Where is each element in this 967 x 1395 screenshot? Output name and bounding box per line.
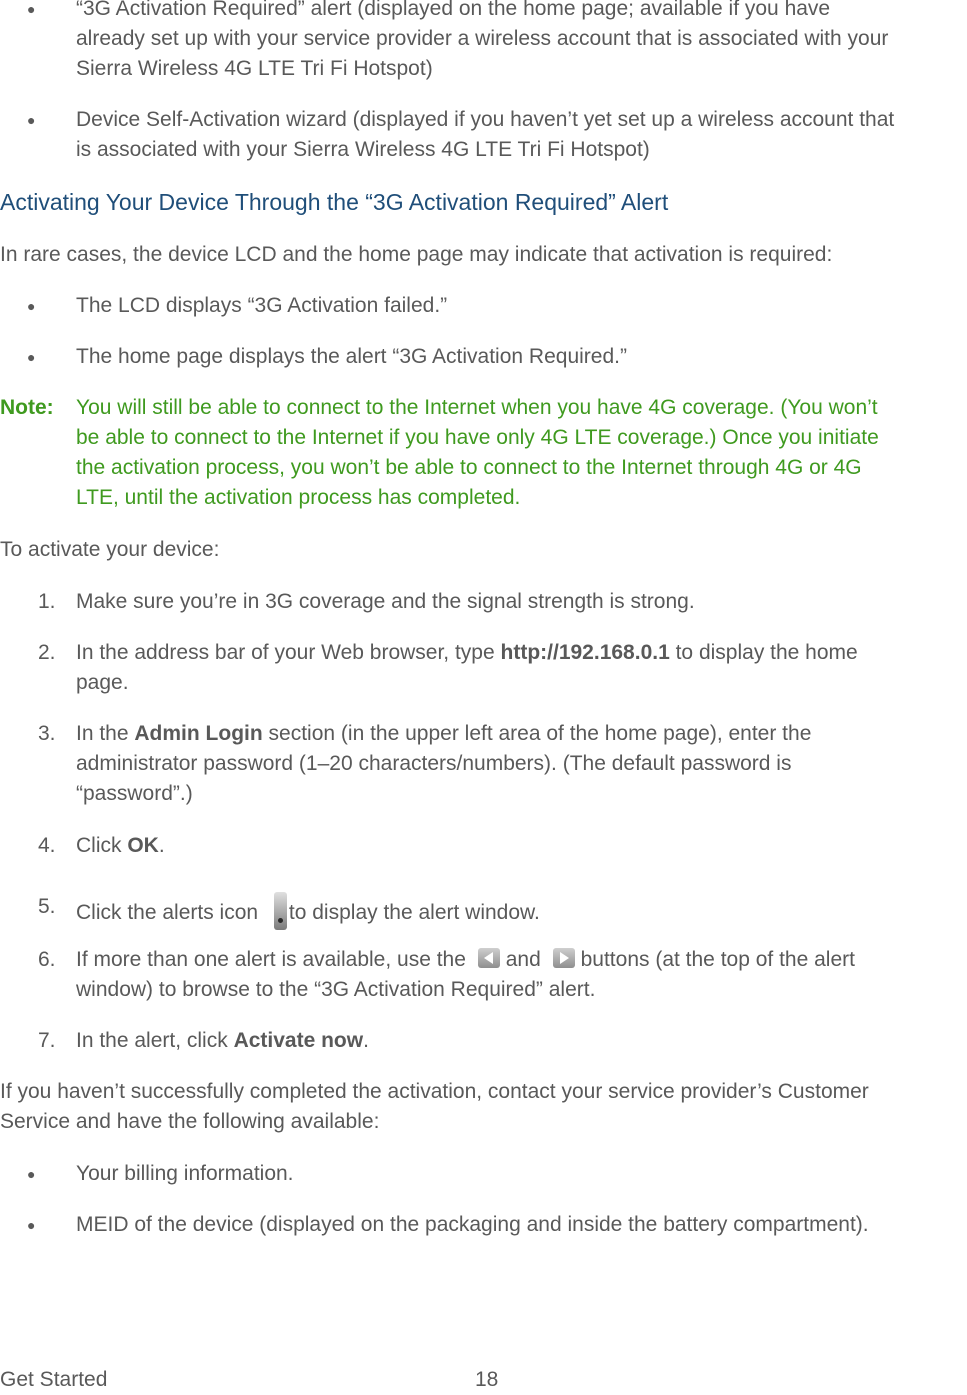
- bullet-marker: ●: [27, 1217, 36, 1233]
- bullet-marker: ●: [27, 1166, 36, 1182]
- step-number: 7.: [38, 1029, 56, 1052]
- text-line: Device Self-Activation wizard (displayed if you haven’t yet set up a wireless account that: [76, 108, 895, 131]
- activate-now-term: Activate now: [233, 1029, 364, 1052]
- text-line: LTE, until the activation process has completed.: [76, 486, 521, 509]
- page-number: 18: [475, 1368, 499, 1391]
- page-footer: [0, 1365, 967, 1395]
- step-number: 5.: [38, 895, 56, 918]
- text-line: be able to connect to the Internet if you have only 4G LTE coverage.) Once you initiate: [76, 426, 879, 449]
- intro-paragraph: In rare cases, the device LCD and the home page may indicate that activation is required:: [0, 243, 833, 266]
- bullet-marker: ●: [27, 298, 36, 314]
- note-label: Note:: [0, 396, 54, 419]
- text-line: “3G Activation Required” alert (displayed on the home page; available if you have: [76, 0, 831, 20]
- step-number: 2.: [38, 641, 56, 664]
- section-heading: Activating Your Device Through the “3G Activation Required” Alert: [0, 189, 669, 215]
- steps-intro: To activate your device:: [0, 538, 220, 561]
- step-number: 4.: [38, 834, 56, 857]
- arrow-left-icon: [478, 948, 500, 968]
- footer-section-title: Get Started: [0, 1368, 108, 1391]
- arrow-right-icon: [553, 948, 575, 968]
- bullet-marker: ●: [27, 349, 36, 365]
- bullet-marker: ●: [27, 1, 36, 17]
- step-number: 1.: [38, 590, 56, 613]
- support-paragraph: If you haven’t successfully completed the activation, contact your service provider’s Customer Service and have the following available:: [0, 1080, 869, 1133]
- text-line: is associated with your Sierra Wireless 4G LTE Tri Fi Hotspot): [76, 138, 650, 161]
- step-number: 6.: [38, 948, 56, 971]
- text-line: Sierra Wireless 4G LTE Tri Fi Hotspot): [76, 57, 433, 80]
- alerts-icon: [274, 892, 287, 930]
- text-line: You will still be able to connect to the Internet when you have 4G coverage. (You won’t: [76, 396, 878, 419]
- text-line: the activation process, you won’t be able to connect to the Internet through 4G or 4G: [76, 456, 862, 479]
- ok-term: OK: [127, 834, 159, 857]
- admin-login-term: Admin Login: [134, 722, 263, 745]
- bullet-marker: ●: [27, 112, 36, 128]
- step-number: 3.: [38, 722, 56, 745]
- text-line: already set up with your service provider a wireless account that is associated with your: [76, 27, 889, 50]
- url-text: http://192.168.0.1: [500, 641, 670, 664]
